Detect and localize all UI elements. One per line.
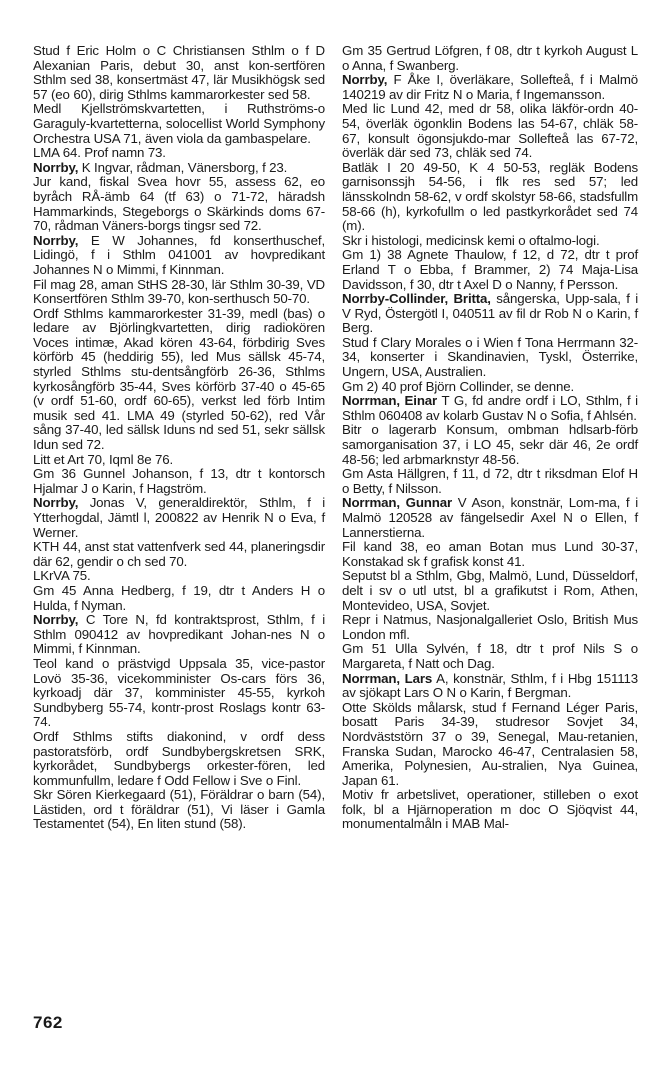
entry-paragraph bbox=[342, 394, 638, 423]
entry-paragraph bbox=[33, 788, 325, 832]
entry-text: Otte Skölds målarsk, stud f Fernand Léger Paris, bosatt Paris 34-39, studresor Sovjet 34, Nordväststörn 37 o 39, Senegal, Mau-retanien, Franska Sudan, Marocko 46-47, Centralasien 58, Amerika, Polynesien, Au-stralien, Nya Guinea, Japan 61. bbox=[342, 699, 638, 788]
entry-text: LKrVA 75. bbox=[33, 568, 91, 584]
entry-paragraph bbox=[342, 423, 638, 467]
entry-text: Gm 2) 40 prof Björn Collinder, se denne. bbox=[342, 378, 574, 394]
entry-surname: Norrby, bbox=[33, 232, 79, 248]
entry-text: T G, fd andre ordf i LO, Sthlm, f i Sthlm 060408 av kolarb Gustav N o Sofia, f Ahlsén. bbox=[342, 393, 638, 423]
entry-paragraph bbox=[342, 248, 638, 292]
entry-paragraph bbox=[342, 73, 638, 102]
entry-surname: Norrby-Collinder, Britta, bbox=[342, 291, 491, 307]
biography-entry bbox=[342, 292, 638, 394]
entry-paragraph bbox=[342, 336, 638, 380]
entry-text: Skr i histologi, medicinsk kemi o oftalmo-logi. bbox=[342, 232, 600, 248]
entry-paragraph bbox=[33, 102, 325, 146]
biography-entry bbox=[342, 73, 638, 292]
entry-text: Batläk I 20 49-50, K 4 50-53, regläk Bodens garnisonssjh 54-56, i flk res sed 57; led länsskolndn 58-62, v ordf skolstyr 58-66, stadsfullm 58-66 (h), kyrkofullm o led pastkyrkorådet sed 74 (m). bbox=[342, 159, 638, 234]
entry-paragraph bbox=[342, 380, 638, 395]
entry-given-name: Jonas bbox=[89, 495, 125, 511]
entry-text: I, överläkare, Sollefteå, f i Malmö 140219 av dir Fritz N o Maria, f Ingemansson. bbox=[342, 72, 639, 102]
entry-text: Med lic Lund 42, med dr 58, olika läkför-ordn 40-54, överläk ögonklin Bodens las 54-67, chläk 58-67, konsult ögonsjukdo-mar Sollefteå las 67-72, överläk där sed 73, chläk sed 74. bbox=[342, 101, 638, 161]
entry-paragraph bbox=[342, 642, 638, 671]
entry-text: N, fd kontraktsprost, Sthlm, f i Sthlm 090412 av hovpredikant Johan-nes N o Mimmi, f Kinnman. bbox=[33, 612, 326, 657]
entry-surname: Norrby, bbox=[33, 159, 79, 175]
entry-paragraph bbox=[33, 307, 325, 453]
entry-paragraph bbox=[33, 496, 325, 540]
entry-continuation bbox=[33, 44, 325, 161]
entry-text: Gm Asta Hällgren, f 11, d 72, dtr t riksdman Elof H o Betty, f Nilsson. bbox=[342, 466, 638, 496]
entry-text: Fil mag 28, aman StHS 28-30, lär Sthlm 30-39, VD Konsertfören Sthlm 39-70, kon-serthusch 50-70. bbox=[33, 276, 325, 307]
entry-paragraph bbox=[342, 44, 638, 73]
biography-entry bbox=[342, 672, 638, 833]
entry-text: Gm 51 Ulla Sylvén, f 18, dtr t prof Nils S o Margareta, f Natt och Dag. bbox=[342, 641, 638, 671]
entry-paragraph bbox=[33, 569, 325, 584]
entry-text: Stud f Eric Holm o C Christiansen Sthlm o f D Alexanian Paris, debut 30, anst kon-sertfören Sthlm sed 38, konsertmäst 47, lär Musikhögsk sed 57 (eo 60), dirig Sthlms kammarorkester sed 58. bbox=[33, 43, 325, 102]
entry-text: sångerska, Upp-sala, f i V Ryd, Östergötl I, 040511 av fil dr Rob N o Karin, f Berg. bbox=[342, 291, 638, 336]
entry-text: V Ason, konstnär, Lom-ma, f i Malmö 120528 av fängelsedir Axel N o Ellen, f Lannerstierna. bbox=[342, 495, 638, 540]
biography-entry bbox=[33, 613, 325, 832]
entry-text: Ordf Sthlms kammarorkester 31-39, medl (bas) o ledare av Björlingkvartetten, dirig radiokören Voces intimæ, Akad kören 43-64, förbdirig Sves körförb 45 (heddirig 55), led Mus sällsk 45-74, styrled Sthlms stu-dentsångförb 26-36, Sthlms kyrkosångförb 35-44, Sves körförb 37-40 o 45-65 (v ordf 51-60, ordf 60-65), verkst led förb Intim musik sed 41. LMA 49 (styrled 50-62), red Vår sång 37-40, led sällsk Iduns nd sed 51, sekr sällsk Idun sed 72. bbox=[33, 305, 325, 453]
entry-text: Stud f Clary Morales o i Wien f Tona Herrmann 32-34, konserter i Skandinavien, Tyskl, Österrike, Ungern, USA, Australien. bbox=[342, 334, 638, 380]
entry-paragraph bbox=[342, 496, 638, 540]
biography-entry bbox=[342, 394, 638, 496]
entry-text: Litt et Art 70, Iqml 8e 76. bbox=[33, 451, 174, 467]
entry-text: Gm 1) 38 Agnete Thaulow, f 12, d 72, dtr t prof Erland T o Ebba, f Brammer, 2) 74 Maja-Lisa Davidsson, f 30, dtr t Axel D o Nanny, f Persson. bbox=[342, 247, 638, 292]
biography-entry bbox=[33, 161, 325, 234]
biography-entry bbox=[33, 234, 325, 497]
entry-continuation bbox=[342, 44, 638, 73]
entry-text: LMA 64. Prof namn 73. bbox=[33, 145, 166, 161]
entry-text: Gm 45 Anna Hedberg, f 19, dtr t Anders H o Hulda, f Nyman. bbox=[33, 582, 325, 613]
entry-paragraph bbox=[342, 788, 638, 832]
entry-paragraph bbox=[33, 453, 325, 468]
entry-text: Teol kand o prästvigd Uppsala 35, vice-pastor Lovö 35-36, vicekomminister Os-cars förs 36, kyrkoadj där 37, komminister 45-55, kyrkoh Sundbyberg 55-74, kontr-prost Roslags kontr 63-74. bbox=[33, 655, 325, 730]
entry-text: Gm 35 Gertrud Löfgren, f 08, dtr t kyrkoh August L o Anna, f Swanberg. bbox=[342, 43, 638, 73]
entry-text: Medl Kjellströmskvartetten, i Ruthströms-o Garaguly-kvartetterna, solocellist World Symphony Orchestra USA 71, även viola da gambaspelare. bbox=[33, 101, 325, 146]
entry-paragraph bbox=[342, 467, 638, 496]
entry-surname: Norrman, Lars bbox=[342, 670, 433, 686]
entry-paragraph bbox=[33, 161, 325, 176]
entry-paragraph bbox=[33, 146, 325, 161]
entry-paragraph bbox=[33, 540, 325, 569]
entry-text: Skr Sören Kierkegaard (51), Föräldrar o barn (54), Lästiden, ord t föräldrar (51), Vi läser i Gamla Testamentet (54), En liten stund (58). bbox=[33, 787, 325, 832]
entry-paragraph bbox=[33, 613, 325, 657]
biography-entry bbox=[342, 496, 638, 671]
entry-paragraph bbox=[33, 278, 325, 307]
entry-paragraph bbox=[33, 730, 325, 788]
entry-text: Bitr o lagerarb Konsum, ombman hdlsarb-förb samorganisation 37, i LO 45, sekr där 46, 2e ordf 48-56; led arbmarknstyr 48-56. bbox=[342, 422, 638, 467]
entry-given-name: K Ingvar, bbox=[81, 159, 133, 175]
page-number: 762 bbox=[33, 1013, 63, 1032]
entry-paragraph bbox=[33, 44, 325, 102]
entry-paragraph bbox=[342, 102, 638, 160]
entry-paragraph bbox=[342, 540, 638, 569]
entry-surname: Norrman, Einar bbox=[342, 393, 438, 409]
entry-paragraph bbox=[33, 584, 325, 613]
entry-paragraph bbox=[342, 292, 638, 336]
entry-surname: Norrby, bbox=[33, 495, 79, 511]
entry-paragraph bbox=[342, 672, 638, 701]
entry-text: A, konstnär, Sthlm, f i Hbg 151113 av sjökapt Lars O N o Karin, f Bergman. bbox=[342, 670, 638, 701]
entry-paragraph bbox=[33, 467, 325, 496]
entry-paragraph bbox=[342, 161, 638, 234]
entry-surname: Norrman, Gunnar bbox=[342, 495, 453, 511]
entry-paragraph bbox=[342, 613, 638, 642]
left-column bbox=[33, 44, 325, 832]
entry-surname: Norrby, bbox=[342, 72, 388, 88]
entry-paragraph bbox=[33, 234, 325, 278]
entry-given-name: C Tore bbox=[85, 612, 128, 628]
entry-paragraph bbox=[342, 569, 638, 613]
entry-text: Motiv fr arbetslivet, operationer, stilleben o exot folk, bl a Hjärnoperation m doc O Sjöqvist 44, monumentalmåln i MAB Mal- bbox=[342, 787, 638, 832]
entry-text: Ordf Sthlms stifts diakonind, v ordf dess pastoratsförb, ordf Sundbybergskretsen SRK, kyrkorådet, Sundbybergs orkester-fören, led kommunfullm, ledare f Odd Fellow i Sve o Finl. bbox=[33, 728, 325, 788]
right-column bbox=[342, 44, 638, 832]
entry-given-name: F Åke bbox=[393, 72, 431, 88]
entry-text: fd konserthuschef, Lidingö, f i Sthlm 041001 av hovpredikant Johannes N o Mimmi, f Kinnman. bbox=[33, 232, 325, 277]
entry-given-name: E W Johannes, bbox=[90, 232, 198, 248]
entry-text: Gm 36 Gunnel Johanson, f 13, dtr t kontorsch Hjalmar J o Karin, f Hagström. bbox=[33, 466, 325, 496]
entry-paragraph bbox=[33, 657, 325, 730]
entry-text: V, generaldirektör, Sthlm, f i Ytterhogdal, Jämtl l, 200822 av Henrik N o Eva, f Werner. bbox=[33, 495, 326, 540]
biography-entry bbox=[33, 496, 325, 613]
entry-paragraph bbox=[342, 234, 638, 249]
entry-text: Jur kand, fiskal Svea hovr 55, assess 62, eo byråch RÅ-ämb 64 (tf 63) o 71-72, häradsh Hammarkinds, Stegeborgs o Skärkinds doms 67-70, rådman Väners-borgs tingsr sed 72. bbox=[33, 174, 325, 234]
entry-text: rådman, Vänersborg, f 23. bbox=[136, 159, 288, 175]
entry-text: Repr i Natmus, Nasjonalgalleriet Oslo, British Mus London mfl. bbox=[342, 612, 638, 642]
entry-surname: Norrby, bbox=[33, 612, 79, 628]
entry-text: Seputst bl a Sthlm, Gbg, Malmö, Lund, Düsseldorf, delt i sv o utl utst, bl a grafikutst i Rom, Athen, Montevideo, USA, Sovjet. bbox=[342, 568, 638, 613]
entry-text: KTH 44, anst stat vattenfverk sed 44, planeringsdir där 62, gendir o ch sed 70. bbox=[33, 539, 325, 569]
entry-paragraph bbox=[33, 175, 325, 233]
entry-paragraph bbox=[342, 701, 638, 789]
entry-text: Fil kand 38, eo aman Botan mus Lund 30-37, Konstakad sk f grafisk konst 41. bbox=[342, 539, 638, 569]
